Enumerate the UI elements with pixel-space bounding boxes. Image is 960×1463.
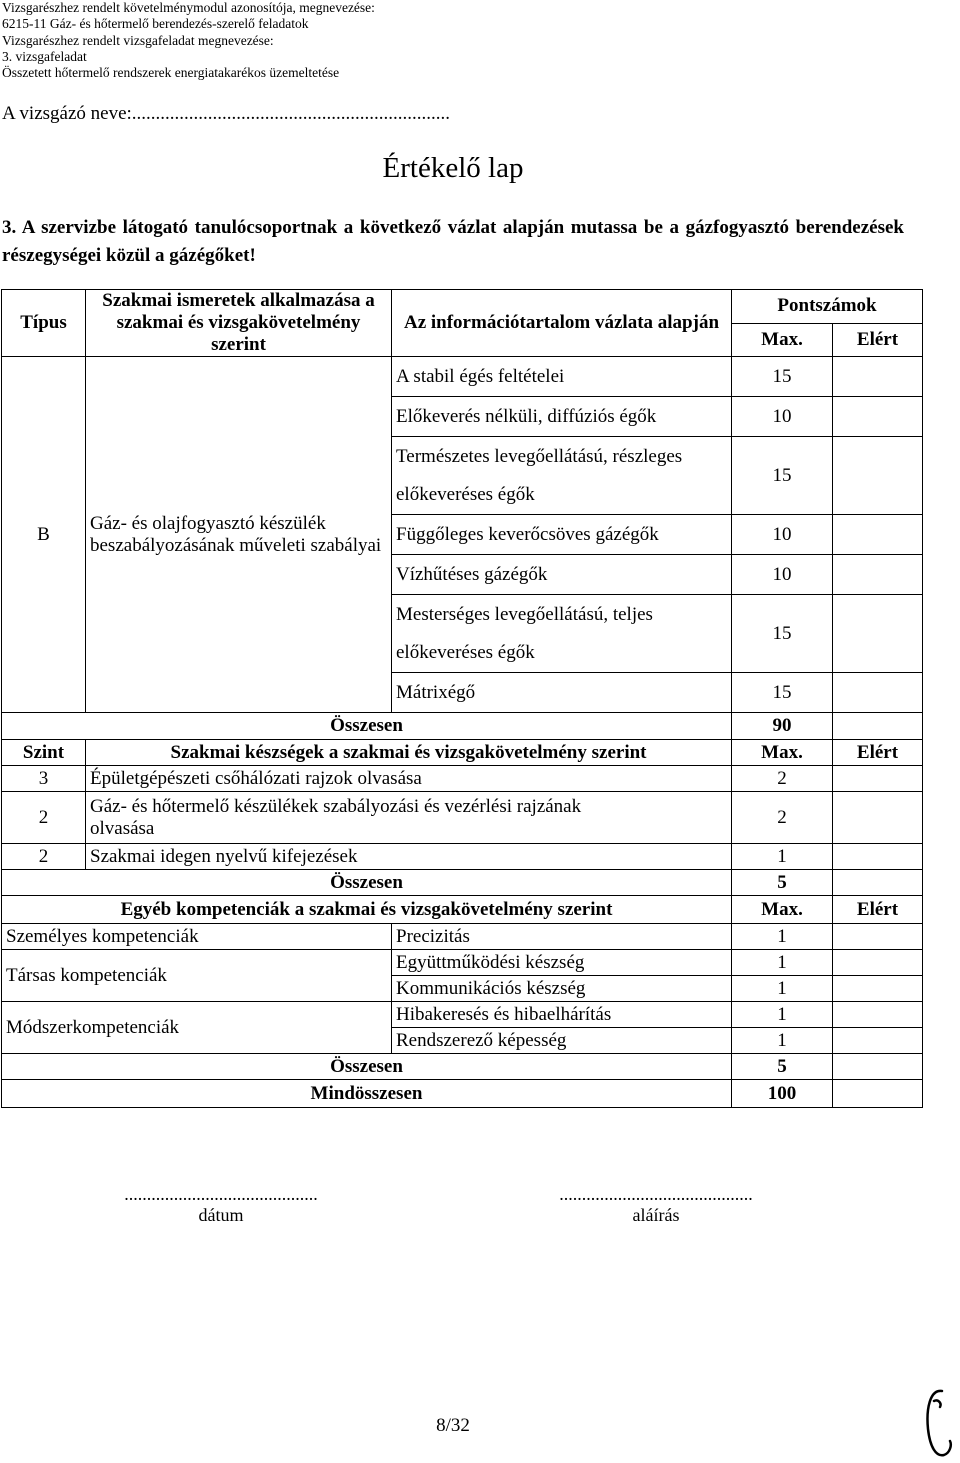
achieved-points[interactable] [833, 976, 923, 1002]
col-header-achieved: Elért [833, 740, 923, 766]
competency-group: Módszerkompetenciák [2, 1002, 392, 1054]
max-points: 1 [732, 844, 833, 870]
content-cell: Mesterséges levegőellátású, teljes előkeveréses égők [392, 595, 732, 673]
content-cell: Vízhűtéses gázégők [392, 555, 732, 595]
achieved-points[interactable] [833, 924, 923, 950]
col-header-max: Max. [732, 740, 833, 766]
competency-group: Személyes kompetenciák [2, 924, 392, 950]
achieved-points[interactable] [833, 397, 923, 437]
subtotal-label: Összesen [2, 1054, 732, 1080]
max-points: 15 [732, 595, 833, 673]
max-points: 10 [732, 515, 833, 555]
evaluation-table [1, 289, 923, 1108]
grand-total-max: 100 [732, 1080, 833, 1108]
achieved-points[interactable] [833, 555, 923, 595]
col-header-achieved: Elért [833, 896, 923, 924]
date-signature-block [86, 1184, 356, 1226]
achieved-points[interactable] [833, 673, 923, 713]
content-cell: A stabil égés feltételei [392, 357, 732, 397]
achieved-points[interactable] [833, 950, 923, 976]
achieved-points[interactable] [833, 515, 923, 555]
section-header-skills: Szakmai készségek a szakmai és vizsgakövetelmény szerint [86, 740, 732, 766]
date-dots: ........................................... [124, 1184, 318, 1204]
max-points: 15 [732, 437, 833, 515]
document-header [2, 0, 375, 81]
col-header-content: Az információtartalom vázlata alapján [392, 290, 732, 357]
max-points: 10 [732, 397, 833, 437]
max-points: 1 [732, 976, 833, 1002]
col-header-points: Pontszámok [732, 290, 923, 324]
max-points: 1 [732, 1028, 833, 1054]
page-title: Értékelő lap [382, 152, 524, 184]
content-cell: Függőleges keverőcsöves gázégők [392, 515, 732, 555]
content-cell: Mátrixégő [392, 673, 732, 713]
skill-cell: Szakmai idegen nyelvű kifejezések [86, 844, 732, 870]
subtotal-max: 5 [732, 870, 833, 896]
max-points: 10 [732, 555, 833, 595]
date-label: dátum [198, 1205, 244, 1225]
task-description: 3. A szervizbe látogató tanulócsoportnak a következő vázlat alapján mutassa be a gázfogyasztó berendezések részegységei közül a gázégőket! [2, 217, 904, 266]
achieved-points[interactable] [833, 792, 923, 844]
handwritten-mark-icon [920, 1385, 956, 1461]
col-header-max: Max. [732, 323, 833, 357]
candidate-name-field: A vizsgázó neve:................................................................... [2, 103, 451, 124]
section-header-competencies: Egyéb kompetenciák a szakmai és vizsgakövetelmény szerint [2, 896, 732, 924]
col-header-level: Szint [2, 740, 86, 766]
subtotal-achieved[interactable] [833, 870, 923, 896]
col-header-type: Típus [2, 290, 86, 357]
content-cell: Természetes levegőellátású, részleges előkeveréses égők [392, 437, 732, 515]
type-cell: B [2, 357, 86, 713]
subtotal-max: 90 [732, 713, 833, 740]
competency-item: Rendszerező képesség [392, 1028, 732, 1054]
grand-total-achieved[interactable] [833, 1080, 923, 1108]
header-line: Vizsgarészhez rendelt vizsgafeladat megnevezése: [2, 32, 274, 48]
max-points: 1 [732, 1002, 833, 1028]
grand-total-label: Mindösszesen [2, 1080, 732, 1108]
signature-block [521, 1184, 791, 1226]
signature-dots: ........................................... [559, 1184, 753, 1204]
col-header-achieved: Elért [833, 323, 923, 357]
subtotal-label: Összesen [2, 870, 732, 896]
achieved-points[interactable] [833, 437, 923, 515]
competency-item: Együttműködési készség [392, 950, 732, 976]
subtotal-max: 5 [732, 1054, 833, 1080]
achieved-points[interactable] [833, 595, 923, 673]
competency-group: Társas kompetenciák [2, 950, 392, 1002]
col-header-knowledge: Szakmai ismeretek alkalmazása a szakmai és vizsgakövetelmény szerint [86, 290, 392, 357]
max-points: 15 [732, 673, 833, 713]
skill-cell: Épületgépészeti csőhálózati rajzok olvasása [86, 766, 732, 792]
achieved-points[interactable] [833, 1002, 923, 1028]
col-header-max: Max. [732, 896, 833, 924]
max-points: 2 [732, 766, 833, 792]
page-number: 8/32 [436, 1415, 470, 1436]
competency-item: Precizitás [392, 924, 732, 950]
skill-cell: Gáz- és hőtermelő készülékek szabályozási és vezérlési rajzának olvasása [86, 792, 732, 844]
content-cell: Előkeverés nélküli, diffúziós égők [392, 397, 732, 437]
signature-label: aláírás [632, 1205, 680, 1225]
achieved-points[interactable] [833, 357, 923, 397]
level-cell: 3 [2, 766, 86, 792]
max-points: 1 [732, 924, 833, 950]
header-line: Vizsgarészhez rendelt követelménymodul azonosítója, megnevezése: [2, 0, 375, 15]
competency-item: Kommunikációs készség [392, 976, 732, 1002]
knowledge-cell: Gáz- és olajfogyasztó készülék beszabályozásának műveleti szabályai [86, 357, 392, 713]
header-line: 3. vizsgafeladat [2, 48, 87, 64]
subtotal-achieved[interactable] [833, 713, 923, 740]
max-points: 15 [732, 357, 833, 397]
achieved-points[interactable] [833, 1028, 923, 1054]
achieved-points[interactable] [833, 766, 923, 792]
achieved-points[interactable] [833, 844, 923, 870]
max-points: 2 [732, 792, 833, 844]
header-line: 6215-11 Gáz- és hőtermelő berendezés-szerelő feladatok [2, 16, 309, 32]
level-cell: 2 [2, 844, 86, 870]
max-points: 1 [732, 950, 833, 976]
subtotal-achieved[interactable] [833, 1054, 923, 1080]
header-line: Összetett hőtermelő rendszerek energiatakarékos üzemeltetése [2, 65, 340, 81]
competency-item: Hibakeresés és hibaelhárítás [392, 1002, 732, 1028]
subtotal-label: Összesen [2, 713, 732, 740]
level-cell: 2 [2, 792, 86, 844]
